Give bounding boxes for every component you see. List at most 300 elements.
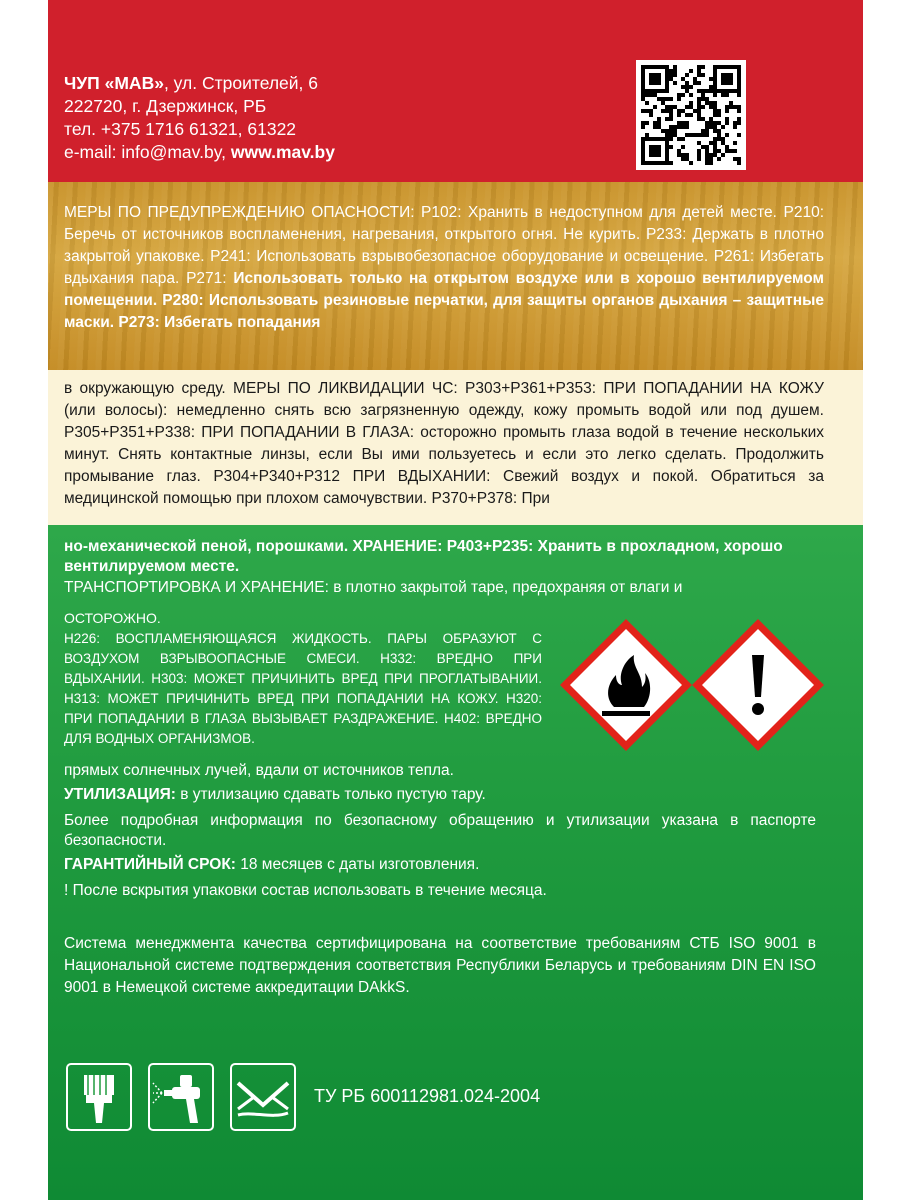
qr-module: [685, 85, 689, 89]
qr-module: [649, 93, 653, 97]
qr-module: [697, 117, 701, 121]
qr-module: [725, 105, 729, 109]
qr-module: [733, 65, 737, 69]
qr-module: [733, 149, 737, 153]
qr-module: [705, 145, 709, 149]
qr-module: [689, 69, 693, 73]
qr-module: [717, 109, 721, 113]
qr-module: [713, 121, 717, 125]
qr-module: [665, 149, 669, 153]
qr-module: [665, 97, 669, 101]
qr-module: [725, 89, 729, 93]
qr-module: [725, 117, 729, 121]
qr-module: [713, 101, 717, 105]
warranty-text: 18 месяцев с даты изготовления.: [235, 856, 480, 873]
qr-module: [657, 121, 661, 125]
qr-module: [653, 121, 657, 125]
qr-module: [705, 133, 709, 137]
qr-module: [705, 129, 709, 133]
flame-pictogram: [560, 619, 692, 751]
qr-module: [685, 89, 689, 93]
qr-module: [661, 97, 665, 101]
qr-module: [737, 117, 741, 121]
qr-module: [681, 121, 685, 125]
precautions-regular: МЕРЫ ПО ПРЕДУПРЕЖДЕНИЮ ОПАСНОСТИ: P102: Хранить в недоступном для детей месте. P210: Беречь от источников воспламенения, нагревания, открытого огня. Не курить. P233: Держать в плотно закрытой упаковке. P241: Использовать взрывобезопасное оборудование и освещение. P261: Избегать вдыхания пара. P271:: [64, 204, 824, 287]
emergency-section: [48, 370, 863, 525]
qr-module: [685, 113, 689, 117]
qr-module: [709, 141, 713, 145]
qr-module: [717, 133, 721, 137]
qr-module: [709, 125, 713, 129]
qr-module: [657, 65, 661, 69]
qr-module: [689, 133, 693, 137]
qr-module: [641, 161, 645, 165]
qr-module: [713, 77, 717, 81]
qr-module: [697, 97, 701, 101]
emergency-text: в окружающую среду. МЕРЫ ПО ЛИКВИДАЦИИ ЧС: P303+P361+P353: ПРИ ПОПАДАНИИ НА КОЖУ (или волосы): немедленно снять всю загрязненную одежду, кожу промыть водой или под душем. P305+P351+P338: ПРИ ПОПАДАНИИ В ГЛАЗА: осторожно промыть глаза водой в течение нескольких минут. Снять контактные линзы, если Вы ими пользуетесь и если это легко сделать. Продолжить промывание глаз. P304+P340+P312 ПРИ ВДЫХАНИИ: Свежий воздух и покой. Обратиться за медицинской помощью при плохом самочувствии. P370+P378: При: [64, 380, 824, 507]
qr-module: [661, 65, 665, 69]
hazard-pictograms: [556, 615, 828, 760]
qr-module: [657, 161, 661, 165]
qr-module: [681, 77, 685, 81]
qr-module: [685, 73, 689, 77]
precautions-bold: Использовать только на открытом воздухе или в хорошо вентилируемом помещении. P280: Использовать резиновые перчатки, для защиты органов дыхания – защитные маски. P273: Избегать попадания: [64, 270, 824, 331]
qr-module: [705, 153, 709, 157]
qr-module: [725, 73, 729, 77]
qr-module: [709, 105, 713, 109]
qr-module: [701, 117, 705, 121]
qr-module: [737, 81, 741, 85]
qr-module: [665, 145, 669, 149]
qr-module: [701, 105, 705, 109]
qr-module: [713, 113, 717, 117]
qr-module: [645, 121, 649, 125]
qr-module: [657, 77, 661, 81]
qr-module: [665, 129, 669, 133]
qr-module: [697, 133, 701, 137]
qr-module: [657, 73, 661, 77]
warranty-label: ГАРАНТИЙНЫЙ СРОК:: [64, 856, 236, 873]
qr-module: [697, 89, 701, 93]
address-street: , ул. Строителей, 6: [163, 73, 319, 93]
qr-module: [673, 81, 677, 85]
email: e-mail: info@mav.by,: [64, 142, 231, 162]
qr-module: [653, 93, 657, 97]
qr-module: [653, 149, 657, 153]
qr-module: [697, 73, 701, 77]
qr-module: [709, 157, 713, 161]
qr-module: [665, 85, 669, 89]
qr-module: [641, 149, 645, 153]
qr-module: [733, 121, 737, 125]
qr-module: [665, 141, 669, 145]
certification-text: Система менеджмента качества сертифицирована на соответствие требованиям СТБ ISO 9001 в Национальной системе подтверждения соответствия Республики Беларусь и требованиям DIN EN ISO 9001 в Немецкой системе аккредитации DAkkS.: [64, 935, 816, 996]
qr-module: [641, 89, 645, 93]
qr-module: [717, 121, 721, 125]
qr-module: [725, 145, 729, 149]
qr-module: [729, 73, 733, 77]
after-opening-note: ! После вскрытия упаковки состав использовать в течение месяца.: [64, 882, 547, 899]
qr-module: [657, 137, 661, 141]
qr-module: [713, 153, 717, 157]
qr-module: [669, 145, 673, 149]
qr-module: [713, 129, 717, 133]
qr-module: [713, 105, 717, 109]
qr-module: [709, 77, 713, 81]
qr-module: [713, 89, 717, 93]
qr-module: [721, 153, 725, 157]
qr-module: [713, 149, 717, 153]
qr-module: [697, 149, 701, 153]
qr-module: [673, 129, 677, 133]
qr-module: [709, 161, 713, 165]
qr-module: [697, 101, 701, 105]
qr-module: [689, 105, 693, 109]
qr-module: [677, 121, 681, 125]
qr-module: [737, 93, 741, 97]
qr-module: [729, 65, 733, 69]
qr-module: [693, 81, 697, 85]
qr-module: [717, 113, 721, 117]
qr-module: [737, 73, 741, 77]
qr-module: [685, 133, 689, 137]
qr-module: [729, 81, 733, 85]
qr-module: [645, 89, 649, 93]
qr-module: [689, 93, 693, 97]
qr-module: [641, 69, 645, 73]
qr-module: [649, 89, 653, 93]
precautions-text: [64, 202, 824, 334]
qr-module: [649, 153, 653, 157]
qr-module: [685, 125, 689, 129]
qr-module: [657, 117, 661, 121]
qr-module: [717, 157, 721, 161]
contact-info: [64, 72, 335, 164]
qr-module: [737, 109, 741, 113]
qr-module: [641, 73, 645, 77]
qr-module: [641, 109, 645, 113]
qr-module: [661, 137, 665, 141]
qr-module: [709, 121, 713, 125]
transport-text: ТРАНСПОРТИРОВКА И ХРАНЕНИЕ: в плотно закрытой таре, предохраняя от влаги и: [64, 579, 683, 596]
spray-gun-icon: [148, 1063, 214, 1131]
qr-module: [705, 149, 709, 153]
qr-module: [709, 101, 713, 105]
qr-module: [701, 93, 705, 97]
qr-module: [689, 101, 693, 105]
qr-module: [669, 105, 673, 109]
qr-module: [665, 157, 669, 161]
qr-module: [665, 161, 669, 165]
qr-module: [641, 121, 645, 125]
qr-module: [737, 85, 741, 89]
qr-module: [689, 85, 693, 89]
qr-module: [733, 141, 737, 145]
qr-module: [669, 133, 673, 137]
qr-module: [641, 125, 645, 129]
qr-module: [669, 137, 673, 141]
qr-module: [665, 77, 669, 81]
qr-module: [649, 73, 653, 77]
qr-module: [713, 145, 717, 149]
qr-module: [733, 105, 737, 109]
qr-module: [657, 149, 661, 153]
qr-module: [717, 89, 721, 93]
qr-module: [725, 65, 729, 69]
qr-module: [653, 77, 657, 81]
qr-module: [713, 109, 717, 113]
qr-module: [665, 137, 669, 141]
qr-module: [661, 89, 665, 93]
qr-module: [729, 101, 733, 105]
qr-module: [697, 65, 701, 69]
qr-module: [701, 129, 705, 133]
qr-module: [729, 105, 733, 109]
disposal-line: [64, 785, 486, 805]
qr-module: [737, 89, 741, 93]
website: www.mav.by: [230, 142, 335, 162]
precautions-section: [48, 182, 863, 370]
qr-module: [705, 157, 709, 161]
qr-module: [657, 81, 661, 85]
qr-module: [733, 89, 737, 93]
sunlight-text: прямых солнечных лучей, вдали от источников тепла.: [64, 762, 454, 779]
qr-module: [705, 125, 709, 129]
qr-module: [733, 125, 737, 129]
qr-module: [713, 81, 717, 85]
qr-module: [717, 149, 721, 153]
qr-module: [717, 129, 721, 133]
qr-module: [733, 157, 737, 161]
qr-module: [665, 117, 669, 121]
qr-module: [661, 129, 665, 133]
qr-module: [657, 125, 661, 129]
qr-module: [669, 97, 673, 101]
qr-module: [665, 133, 669, 137]
qr-module: [697, 105, 701, 109]
qr-module: [701, 97, 705, 101]
qr-module: [721, 81, 725, 85]
qr-module: [697, 69, 701, 73]
qr-module: [705, 97, 709, 101]
qr-module: [681, 85, 685, 89]
qr-module: [709, 89, 713, 93]
qr-module: [681, 93, 685, 97]
hazard-statements: H226: ВОСПЛАМЕНЯЮЩАЯСЯ ЖИДКОСТЬ. ПАРЫ ОБРАЗУЮТ С ВОЗДУХОМ ВЗРЫВООПАСНЫЕ СМЕСИ. H332: ВРЕДНО ПРИ ВДЫХАНИИ. H303: МОЖЕТ ПРИЧИНИТЬ ВРЕД ПРИ ПРОГЛАТЫВАНИИ. H313: МОЖЕТ ПРИЧИНИТЬ ВРЕД ПРИ ПОПАДАНИИ НА КОЖУ. H320: ПРИ ПОПАДАНИИ В ГЛАЗА ВЫЗЫВАЕТ РАЗДРАЖЕНИЕ. H402: ВРЕДНО ДЛЯ ВОДНЫХ ОРГАНИЗМОВ.: [64, 631, 542, 746]
qr-module: [713, 65, 717, 69]
qr-module: [649, 113, 653, 117]
qr-module: [645, 137, 649, 141]
qr-module: [669, 161, 673, 165]
qr-module: [641, 153, 645, 157]
qr-module: [653, 81, 657, 85]
qr-module: [641, 85, 645, 89]
qr-module: [677, 137, 681, 141]
qr-module: [645, 101, 649, 105]
qr-module: [641, 93, 645, 97]
qr-module: [697, 141, 701, 145]
qr-module: [649, 137, 653, 141]
qr-module: [685, 153, 689, 157]
qr-module: [725, 149, 729, 153]
qr-module: [693, 109, 697, 113]
qr-module: [661, 109, 665, 113]
qr-module: [653, 145, 657, 149]
qr-module: [697, 81, 701, 85]
qr-module: [669, 69, 673, 73]
qr-module: [673, 125, 677, 129]
qr-module: [705, 101, 709, 105]
qr-module: [713, 69, 717, 73]
qr-module: [689, 113, 693, 117]
qr-module: [641, 141, 645, 145]
qr-module: [641, 97, 645, 101]
qr-module: [729, 149, 733, 153]
exclamation-pictogram: [692, 619, 824, 751]
storage-section: [48, 525, 863, 1200]
qr-module: [673, 105, 677, 109]
qr-module: [669, 125, 673, 129]
qr-module: [689, 161, 693, 165]
disposal-label: УТИЛИЗАЦИЯ:: [64, 786, 176, 803]
qr-module: [737, 77, 741, 81]
qr-module: [737, 69, 741, 73]
warranty-line: [64, 855, 479, 875]
qr-module: [657, 145, 661, 149]
qr-module: [701, 73, 705, 77]
qr-module: [713, 125, 717, 129]
qr-module: [653, 105, 657, 109]
caution-text: ОСТОРОЖНО.: [64, 610, 161, 626]
qr-module: [697, 109, 701, 113]
disposal-text: в утилизацию сдавать только пустую тару.: [175, 786, 486, 803]
qr-module: [685, 121, 689, 125]
qr-module: [665, 105, 669, 109]
qr-module: [725, 77, 729, 81]
qr-module: [701, 65, 705, 69]
qr-code: [636, 60, 746, 170]
qr-module: [641, 145, 645, 149]
qr-module: [649, 149, 653, 153]
qr-module: [665, 73, 669, 77]
qr-module: [685, 81, 689, 85]
qr-module: [713, 85, 717, 89]
qr-module: [677, 109, 681, 113]
qr-module: [641, 77, 645, 81]
qr-module: [721, 141, 725, 145]
qr-module: [661, 161, 665, 165]
qr-module: [697, 157, 701, 161]
qr-module: [641, 81, 645, 85]
qr-module: [697, 113, 701, 117]
qr-module: [713, 73, 717, 77]
qr-module: [677, 149, 681, 153]
qr-module: [673, 65, 677, 69]
qr-module: [669, 113, 673, 117]
qr-module: [713, 137, 717, 141]
qr-module: [725, 93, 729, 97]
qr-module: [709, 85, 713, 89]
qr-module: [725, 109, 729, 113]
product-label: [48, 0, 863, 1200]
qr-module: [653, 125, 657, 129]
qr-module: [649, 81, 653, 85]
qr-module: [645, 65, 649, 69]
qr-module: [677, 93, 681, 97]
qr-module: [737, 65, 741, 69]
qr-module: [725, 133, 729, 137]
phone-number: тел. +375 1716 61321, 61322: [64, 119, 297, 139]
qr-module: [649, 65, 653, 69]
tu-code: ТУ РБ 600112981.024-2004: [314, 1086, 541, 1106]
qr-module: [641, 137, 645, 141]
qr-module: [693, 133, 697, 137]
qr-module: [681, 109, 685, 113]
qr-module: [665, 65, 669, 69]
qr-module: [641, 157, 645, 161]
qr-module: [673, 69, 677, 73]
qr-module: [709, 117, 713, 121]
qr-module: [669, 77, 673, 81]
qr-module: [677, 125, 681, 129]
qr-module: [737, 105, 741, 109]
qr-module: [701, 89, 705, 93]
address-city: 222720, г. Дзержинск, РБ: [64, 96, 267, 116]
qr-module: [717, 65, 721, 69]
manufacturer-header: [48, 0, 863, 182]
qr-module: [721, 73, 725, 77]
qr-module: [653, 153, 657, 157]
qr-module: [645, 133, 649, 137]
qr-module: [713, 93, 717, 97]
qr-module: [717, 137, 721, 141]
qr-module: [641, 65, 645, 69]
qr-module: [697, 153, 701, 157]
qr-module: [649, 77, 653, 81]
qr-module: [701, 145, 705, 149]
qr-module: [649, 145, 653, 149]
qr-module: [705, 161, 709, 165]
qr-module: [669, 73, 673, 77]
qr-module: [657, 97, 661, 101]
qr-module: [737, 133, 741, 137]
qr-module: [681, 137, 685, 141]
qr-module: [721, 65, 725, 69]
qr-module: [705, 89, 709, 93]
qr-module: [657, 153, 661, 157]
qr-module: [669, 109, 673, 113]
qr-module: [665, 153, 669, 157]
qr-module: [669, 117, 673, 121]
qr-module: [653, 137, 657, 141]
qr-module: [729, 77, 733, 81]
qr-module: [677, 97, 681, 101]
qr-module: [721, 93, 725, 97]
qr-module: [713, 141, 717, 145]
qr-module: [705, 121, 709, 125]
qr-module: [725, 121, 729, 125]
storage-bold-text: но-механической пеной, порошками. ХРАНЕНИЕ: P403+P235: Хранить в прохладном, хорошо вентилируемом месте.: [64, 538, 783, 575]
qr-module: [721, 125, 725, 129]
qr-module: [653, 161, 657, 165]
qr-module: [677, 153, 681, 157]
qr-module: [665, 69, 669, 73]
qr-module: [645, 109, 649, 113]
qr-module: [653, 65, 657, 69]
qr-module: [681, 125, 685, 129]
qr-module: [673, 73, 677, 77]
qr-module: [665, 89, 669, 93]
